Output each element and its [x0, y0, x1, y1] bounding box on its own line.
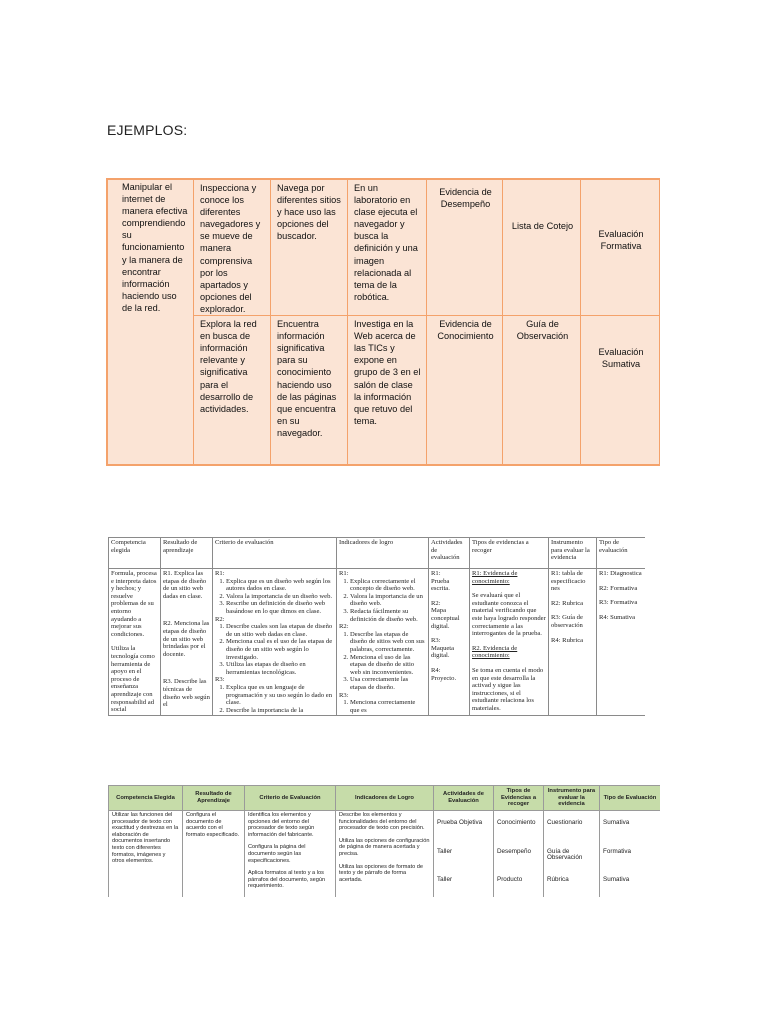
evidencias-cell — [494, 811, 544, 898]
header-cell: Resultado de aprendizaje — [161, 538, 213, 569]
actividad-label: R4: — [431, 666, 441, 674]
criterio-item: 1. Explica que es un diseño web según los autores dados en clase. — [226, 578, 334, 593]
tipo-evaluacion-cell: Evaluación Formativa — [581, 180, 660, 316]
tipo-text: R4: Sumativa — [599, 613, 636, 621]
actividades-cell — [434, 811, 494, 898]
resultado-cell — [161, 569, 213, 716]
criterio-cell — [213, 569, 337, 716]
instrumento-cell: Lista de Cotejo — [503, 180, 581, 316]
actividad-text: Taller — [437, 876, 453, 884]
examples-table-green — [108, 785, 660, 897]
indicador-item: 2. Menciona el uso de las etapas de diseño de sitio web sin inconvenientes. — [350, 654, 426, 677]
actividad-text: Prueba escrita. — [431, 577, 450, 593]
instrumento-cell — [544, 811, 600, 898]
tipo-text: Formativa — [603, 847, 631, 855]
criterio-item: 3. Rescribe un definición de diseño web basándose en lo que dimos en clase. — [226, 600, 334, 615]
criterio-item: 1. Describe cuales son las etapas de diseño de un sitio web dadas en clase. — [226, 623, 334, 638]
resultado-r3: R3. Describe las técnicas de diseño web según el — [163, 678, 210, 709]
indicador-item: 3. Usa correctamente las etapas de diseño. — [350, 676, 426, 691]
header-cell: Competencia elegida — [109, 538, 161, 569]
tipo-cell — [600, 811, 661, 898]
tipo-text: Sumativa — [603, 876, 630, 884]
actividad-text: Taller — [437, 847, 453, 855]
header-cell: Tipos de evidencias a recoger — [470, 538, 549, 569]
header-cell: Criterio de evaluación — [213, 538, 337, 569]
header-cell: Competencia Elegida — [109, 786, 183, 811]
instrumento-text: Rúbrica — [547, 875, 569, 883]
competencia-cell: Manipular el internet de manera efectiva comprendiendo su funcionamiento y la manera de encontrar información haciendo uso de la red. — [108, 180, 194, 465]
header-cell: Tipo de evaluación — [597, 538, 646, 569]
header-cell: Resultado de Aprendizaje — [183, 786, 245, 811]
indicador-text: Utiliza las opciones de formato de texto y de párrafo de forma acertada. — [339, 863, 423, 883]
instrumento-text: R2: Rubrica — [551, 599, 584, 607]
actividad-text: Maqueta digital. — [431, 644, 455, 660]
examples-table-orange — [106, 178, 660, 466]
competencia-text: Utiliza la tecnología como herramienta de apoyo en el proceso de enseñanza aprendizaje con responsabilid ad social — [111, 645, 155, 714]
indicador-cell: En un laboratorio en clase ejecuta el navegador y busca la definición y una imagen relacionada al tema de la robótica. — [348, 180, 427, 316]
actividad-text: Proyecto. — [431, 674, 457, 682]
tipo-text: Sumativa — [603, 819, 630, 826]
header-cell: Instrumento para evaluar la evidencia — [544, 786, 600, 811]
criterio-item: 3. Utiliza las etapas de diseño en herramientas tecnológicas. — [226, 661, 334, 676]
actividad-text: Mapa conceptual digital. — [431, 607, 460, 630]
actividad-label: R3: — [431, 637, 441, 645]
header-cell: Instrumento para evaluar la evidencia — [549, 538, 597, 569]
resultado-cell: Configura el documento de acuerdo con el formato especificado. — [183, 811, 245, 898]
criterio-label: R2: — [215, 615, 225, 623]
instrumento-text: R3: Guía de observación — [551, 614, 583, 629]
indicadores-cell — [337, 569, 429, 716]
instrumento-text: R1: tabla de especificacio nes — [551, 570, 586, 593]
indicador-item: 2. Valora la importancia de un diseño web. — [350, 593, 426, 608]
tipo-cell — [597, 569, 646, 716]
competencia-text: Formula, procesa e interpreta datos y hechos; y resuelve problemas de su entorno ayudando a mejorar sus condiciones. — [111, 570, 157, 638]
criterio-cell: Encuentra información significativa para su conocimiento haciendo uso de las páginas que encuentra en su navegador. — [271, 316, 348, 465]
evidencia-cell: Evidencia de Desempeño — [427, 180, 503, 316]
indicador-label: R1: — [339, 570, 349, 577]
evidencia-text: Producto — [497, 876, 523, 884]
evidencia-text: Se evaluará que el estudiante conozca el material verificando que este haya logrado responder correctamente a las interrogantes de la prueba. — [472, 592, 546, 638]
instrumento-text: Cuestionario — [547, 819, 583, 826]
header-cell: Indicadores de logro — [337, 538, 429, 569]
resultado-cell: Inspecciona y conoce los diferentes navegadores y se mueve de manera comprensiva por los apartados y opciones del explorador. — [194, 180, 271, 316]
instrumento-cell: Guía de Observación — [503, 316, 581, 465]
resultado-r2: R2. Menciona las etapas de diseño de un sitio web brindadas por el docente. — [163, 620, 210, 658]
evidencia-label: R2. Evidencia de conocimiento: — [472, 644, 518, 660]
page-heading: EJEMPLOS: — [107, 122, 188, 138]
header-cell: Actividades de evaluación — [429, 538, 470, 569]
tipo-text: R3: Formativa — [599, 599, 638, 607]
indicador-item: 1. Describe las etapas de diseño de sitios web con sus palabras, correctamente. — [350, 631, 426, 654]
evidencia-label: R1: Evidencia de conocimiento: — [472, 570, 518, 585]
actividades-cell — [429, 569, 470, 716]
tipo-text: R2: Formativa — [599, 584, 638, 592]
indicador-text: Utiliza las opciones de configuración de página de manera acertada y precisa. — [339, 837, 430, 857]
criterio-text: Identifica los elementos y opciones del entorno del procesador de texto según información del fabricante. — [248, 812, 315, 838]
criterio-text: Configura la página del documento según las especificaciones. — [248, 844, 306, 864]
header-cell: Criterio de Evaluación — [245, 786, 336, 811]
instrumento-text: R4: Rubrica — [551, 636, 584, 644]
resultado-cell: Explora la red en busca de información relevante y significativa para el desarrollo de actividades. — [194, 316, 271, 465]
actividad-label: R1: — [431, 570, 441, 577]
header-cell: Indicadores de Logro — [336, 786, 434, 811]
evidencia-cell: Evidencia de Conocimiento — [427, 316, 503, 465]
header-cell: Actividades de Evaluación — [434, 786, 494, 811]
tipo-evaluacion-cell: Evaluación Sumativa — [581, 316, 660, 465]
criterio-cell — [245, 811, 336, 898]
indicador-item: 3. Redacta fácilmente su definición de diseño web. — [350, 608, 426, 623]
evidencia-text: Se toma en cuenta el modo en que este desarrolla la activad y sigue las instrucciones, si el estudiante relaciona los materiales. — [472, 666, 544, 712]
competencia-cell: Utilizar las funciones del procesador de texto con exactitud y destrezas en la elaboración de documentos insertando texto con diferentes formatos, imágenes y otros elementos. — [109, 811, 183, 898]
resultado-r1: R1. Explica las etapas de diseño de un sitio web dadas en clase. — [163, 570, 207, 600]
evidencia-text: Desempeño — [497, 847, 531, 855]
criterio-text: Aplica formatos al texto y a los párrafos del documento, según requerimiento. — [248, 870, 326, 890]
competencia-cell — [109, 569, 161, 716]
evidencia-text: Conocimiento — [497, 819, 536, 826]
actividad-label: R2: — [431, 599, 441, 607]
criterio-item: 2. Describe la importancia de la — [226, 707, 334, 715]
header-cell: Tipos de Evidencias a recoger — [494, 786, 544, 811]
header-cell: Tipo de Evaluación — [600, 786, 661, 811]
criterio-item: 2. Menciona cual es el uso de las etapas de diseño de un sitio web según lo investigado. — [226, 638, 334, 661]
indicador-item: 1. Explica correctamente el concepto de diseño web. — [350, 578, 426, 593]
evidencias-cell — [470, 569, 549, 716]
indicador-label: R3: — [339, 691, 349, 699]
criterio-label: R1: — [215, 570, 225, 577]
criterio-item: 1. Explica que es un lenguaje de programación y su uso según lo dado en clase. — [226, 684, 334, 707]
indicador-item: 1. Menciona correctamente que es — [350, 699, 426, 714]
instrumento-text: Guía de Observación — [547, 847, 583, 862]
criterio-label: R3: — [215, 676, 225, 684]
indicador-text: Describe los elementos y funcionalidades del entorno del procesador de texto con precisión. — [339, 812, 425, 832]
criterio-cell: Navega por diferentes sitios y hace uso las opciones del buscador. — [271, 180, 348, 316]
actividad-text: Prueba Objetiva — [437, 819, 483, 826]
indicador-label: R2: — [339, 623, 349, 631]
examples-table-serif — [108, 537, 645, 743]
indicador-cell: Investiga en la Web acerca de las TICs y expone en grupo de 3 en el salón de clase la información que retuvo del tema. — [348, 316, 427, 465]
instrumento-cell — [549, 569, 597, 716]
criterio-item: 2. Valora la importancia de un diseño web. — [226, 593, 334, 601]
tipo-text: R1: Diagnostica — [599, 570, 642, 577]
indicadores-cell — [336, 811, 434, 898]
